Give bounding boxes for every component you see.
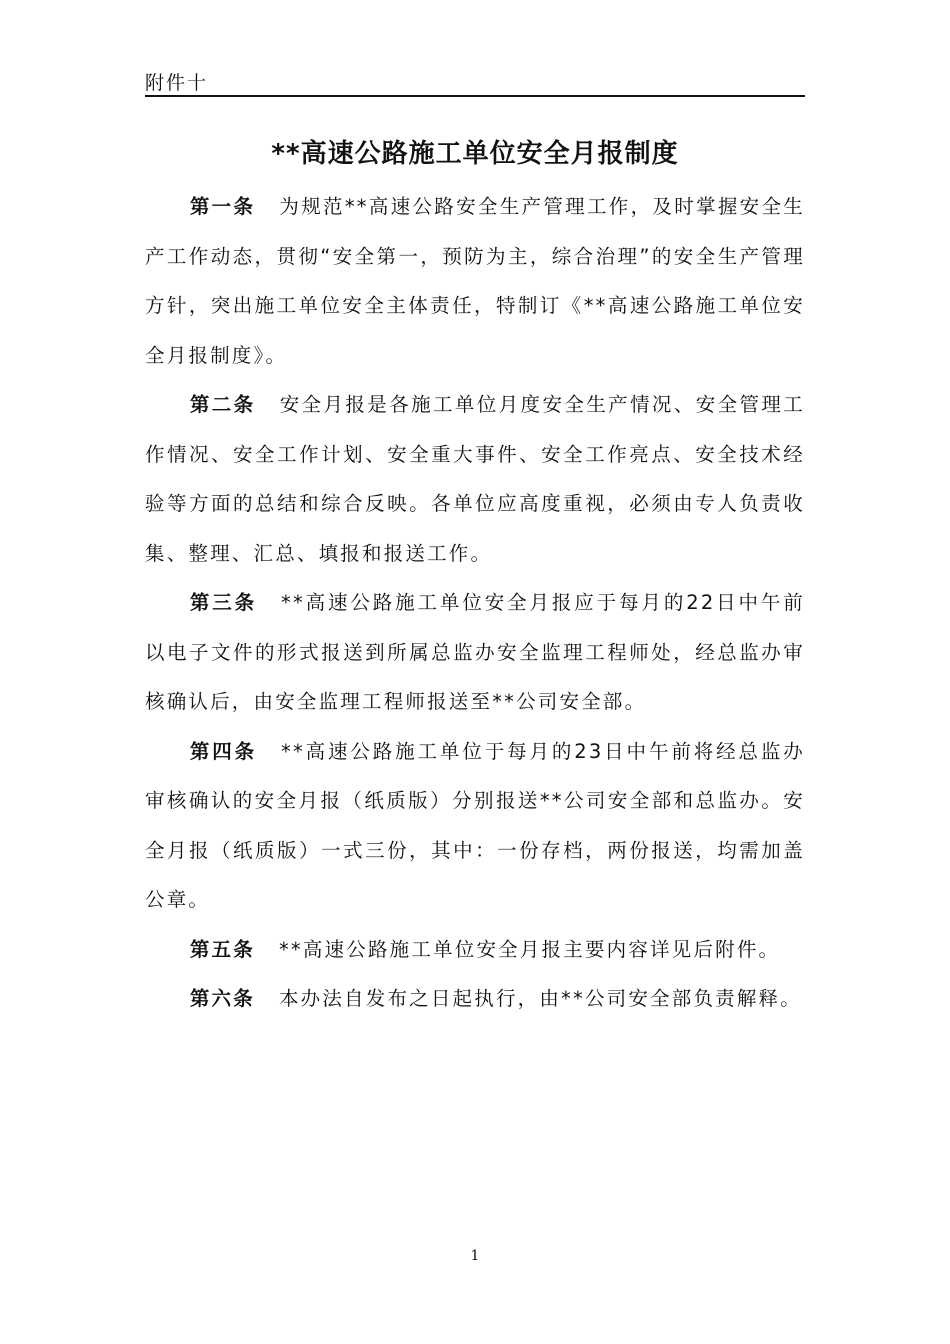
article-2: [145, 380, 805, 578]
article-text: 为规范**高速公路安全生产管理工作，及时掌握安全生产工作动态，贯彻“安全第一，预防为主，综合治理”的安全生产管理方针，突出施工单位安全主体责任，特制订《**高速公路施工单位安全月报制度》。: [145, 195, 805, 367]
header-divider: [145, 95, 805, 97]
article-5: [145, 925, 805, 975]
article-number: 第一条: [189, 195, 256, 218]
article-number: 第四条: [189, 739, 258, 763]
document-body: [145, 182, 805, 1024]
article-text: **高速公路施工单位于每月的23日中午前将经总监办审核确认的安全月报（纸质版）分别报送**公司安全部和总监办。安全月报（纸质版）一式三份，其中：一份存档，两份报送，均需加盖公章。: [145, 739, 805, 911]
page-number: 1: [470, 1248, 480, 1264]
article-number: 第五条: [189, 937, 255, 961]
document-title: **高速公路施工单位安全月报制度: [271, 139, 679, 169]
article-number: 第三条: [189, 591, 258, 614]
article-number: 第二条: [189, 393, 256, 416]
article-4: [145, 727, 805, 925]
article-text: **高速公路施工单位安全月报主要内容详见后附件。: [278, 937, 781, 961]
article-3: [145, 578, 805, 727]
article-text: 安全月报是各施工单位月度安全生产情况、安全管理工作情况、安全工作计划、安全重大事件、安全工作亮点、安全技术经验等方面的总结和综合反映。各单位应高度重视，必须由专人负责收集、整理、汇总、填报和报送工作。: [145, 393, 805, 565]
article-number: 第六条: [189, 987, 255, 1010]
article-text: 本办法自发布之日起执行，由**公司安全部负责解释。: [278, 987, 802, 1010]
attachment-label: 附件十: [145, 72, 209, 94]
article-text: **高速公路施工单位安全月报应于每月的22日中午前以电子文件的形式报送到所属总监办安全监理工程师处，经总监办审核确认后，由安全监理工程师报送至**公司安全部。: [145, 591, 805, 713]
article-6: [145, 974, 805, 1024]
article-1: [145, 182, 805, 380]
